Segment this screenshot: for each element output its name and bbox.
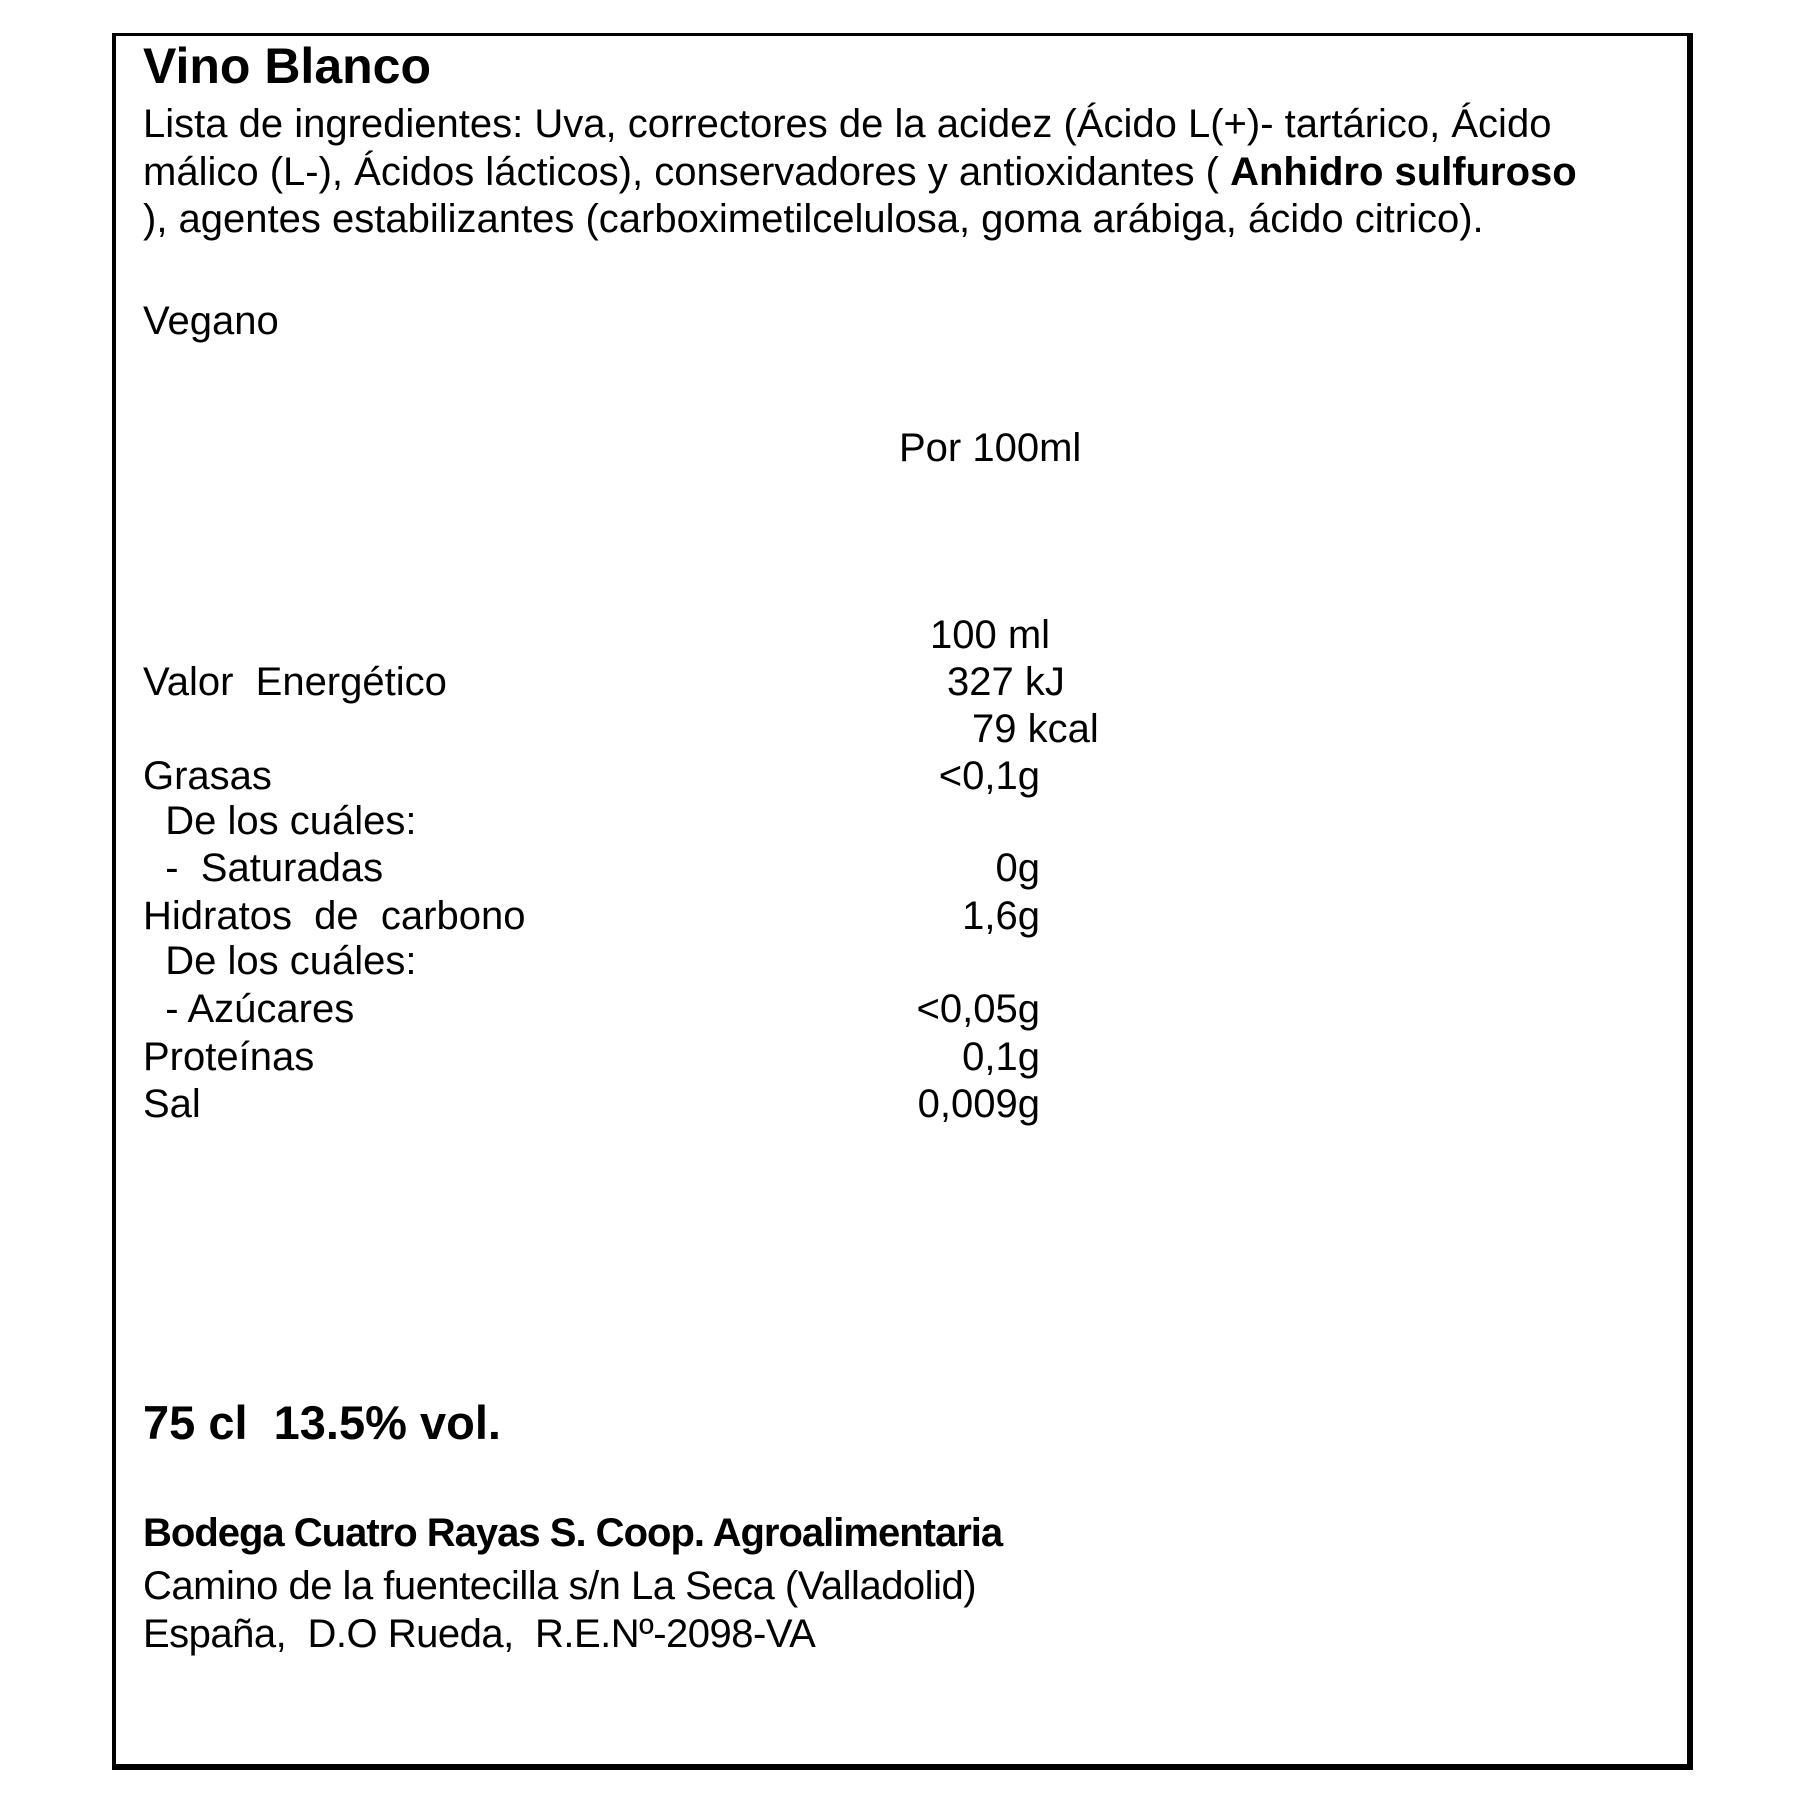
nutrition-value-saturated: 0g <box>995 846 1040 890</box>
nutrition-label-energy: Valor Energético <box>143 660 447 704</box>
nutrition-column-unit: 100 ml <box>930 613 1051 657</box>
ingredients-text: Lista de ingredientes: Uva, correctores de la acidez (Ácido L(+)- tartárico, Ácido <box>143 102 1552 146</box>
nutrition-value-fat: <0,1g <box>938 754 1040 798</box>
allergen-sulphites: Anhidro sulfuroso <box>1230 150 1577 194</box>
nutrition-label-protein: Proteínas <box>143 1035 315 1079</box>
nutrition-label-sugars: - Azúcares <box>143 987 355 1031</box>
nutrition-value-energy-kj: 327 kJ <box>947 660 1065 704</box>
nutrition-value-energy-kcal: 79 kcal <box>972 707 1099 751</box>
nutrition-value-salt: 0,009g <box>917 1082 1040 1126</box>
ingredients-line-3 <box>143 199 1484 239</box>
nutrition-label-of-which: De los cuáles: <box>143 939 417 983</box>
ingredients-line-1 <box>143 104 1551 144</box>
product-title: Vino Blanco <box>143 38 432 94</box>
producer-origin: España, D.O Rueda, R.E.Nº-2098-VA <box>143 1612 816 1656</box>
nutrition-header: Por 100ml <box>899 426 1082 470</box>
ingredients-text: málico (L-), Ácidos lácticos), conservadores y antioxidantes ( <box>143 150 1231 194</box>
nutrition-value-carbohydrates: 1,6g <box>962 894 1040 938</box>
nutrition-value-protein: 0,1g <box>962 1035 1040 1079</box>
diet-note: Vegano <box>143 299 279 343</box>
ingredients-line-2 <box>143 152 1577 192</box>
ingredients-text: ), agentes estabilizantes (carboximetilcelulosa, goma arábiga, ácido citrico). <box>143 197 1484 241</box>
nutrition-value-sugars: <0,05g <box>916 987 1040 1031</box>
nutrition-label-carbohydrates: Hidratos de carbono <box>143 894 526 938</box>
producer-name: Bodega Cuatro Rayas S. Coop. Agroalimentaria <box>143 1511 1003 1555</box>
nutrition-label-fat: Grasas <box>143 754 272 798</box>
volume-abv: 75 cl 13.5% vol. <box>143 1396 501 1449</box>
producer-address: Camino de la fuentecilla s/n La Seca (Valladolid) <box>143 1564 977 1608</box>
nutrition-label-salt: Sal <box>143 1082 201 1126</box>
nutrition-label-of-which: De los cuáles: <box>143 799 417 843</box>
nutrition-label-saturated: - Saturadas <box>143 846 384 890</box>
